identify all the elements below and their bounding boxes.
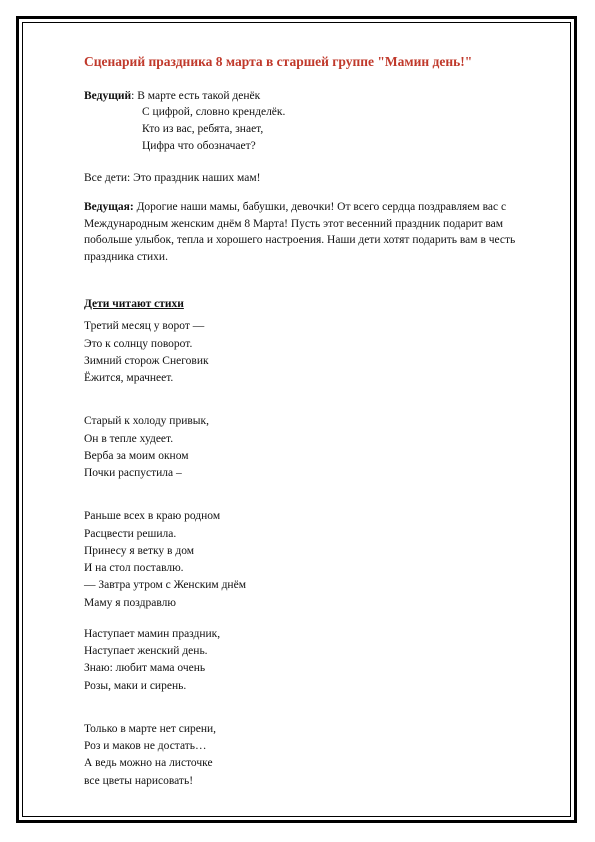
stanza-line: Роз и маков не достать… (84, 740, 207, 753)
stanza-line: Знаю: любит мама очень (84, 662, 206, 675)
stanza-line: Наступает женский день. (84, 645, 208, 658)
stanza-1 (84, 318, 544, 387)
poems-heading: Дети читают стихи (84, 297, 184, 310)
stanza-line: Он в тепле худеет. (84, 432, 174, 445)
intro-line-1: С цифрой, словно кренделёк. (142, 106, 286, 119)
document-title: Сценарий праздника 8 марта в старшей группе "Мамин день!" (84, 54, 473, 69)
stanza-line: Это к солнцу поворот. (84, 337, 193, 350)
stanza-line: Маму я поздравлю (84, 596, 176, 609)
stanza-line: Только в марте нет сирени, (84, 722, 217, 735)
host-speech (84, 199, 544, 266)
intro-first-line (84, 88, 544, 105)
stanza-line: Третий месяц у ворот — (84, 320, 205, 333)
stanza-line: Зимний сторож Снеговик (84, 354, 209, 367)
stanza-4 (84, 626, 544, 695)
stanza-5 (84, 721, 544, 790)
stanza-line: Почки распустила – (84, 467, 182, 480)
stanza-line: Принесу я ветку в дом (84, 544, 195, 557)
intro-block (84, 88, 544, 155)
host-label: Ведущая: (84, 200, 134, 213)
document-body (84, 52, 544, 790)
stanza-line: И на стол поставлю. (84, 562, 184, 575)
stanza-3 (84, 508, 544, 612)
stanza-line: — Завтра утром с Женским днём (84, 579, 246, 592)
intro-line-0: : В марте есть такой денёк (131, 89, 261, 102)
speaker-label: Ведущий (84, 89, 132, 102)
stanza-line: Верба за моим окном (84, 449, 189, 462)
all-children-line: Все дети: Это праздник наших мам! (84, 172, 261, 185)
stanza-line: все цветы нарисовать! (84, 774, 194, 787)
stanza-line: Расцвести решила. (84, 527, 177, 540)
stanza-line: Раньше всех в краю родном (84, 510, 221, 523)
intro-line-3: Цифра что обозначает? (142, 139, 256, 152)
stanza-line: Наступает мамин праздник, (84, 627, 221, 640)
stanza-line: Ёжится, мрачнеет. (84, 372, 174, 385)
stanza-line: Старый к холоду привык, (84, 415, 209, 428)
stanza-line: Розы, маки и сирень. (84, 679, 187, 692)
stanza-2 (84, 413, 544, 482)
intro-line-2: Кто из вас, ребята, знает, (142, 122, 264, 135)
host-text: Дорогие наши мамы, бабушки, девочки! От всего сердца поздравляем вас с Международным женским днём 8 Марта! Пусть этот весенний праздник подарит вам побольше улыбок, тепла и хорошего настроения. Наши дети хотят подарить вам в честь праздника стихи. (84, 200, 516, 263)
stanza-line: А ведь можно на листочке (84, 757, 213, 770)
